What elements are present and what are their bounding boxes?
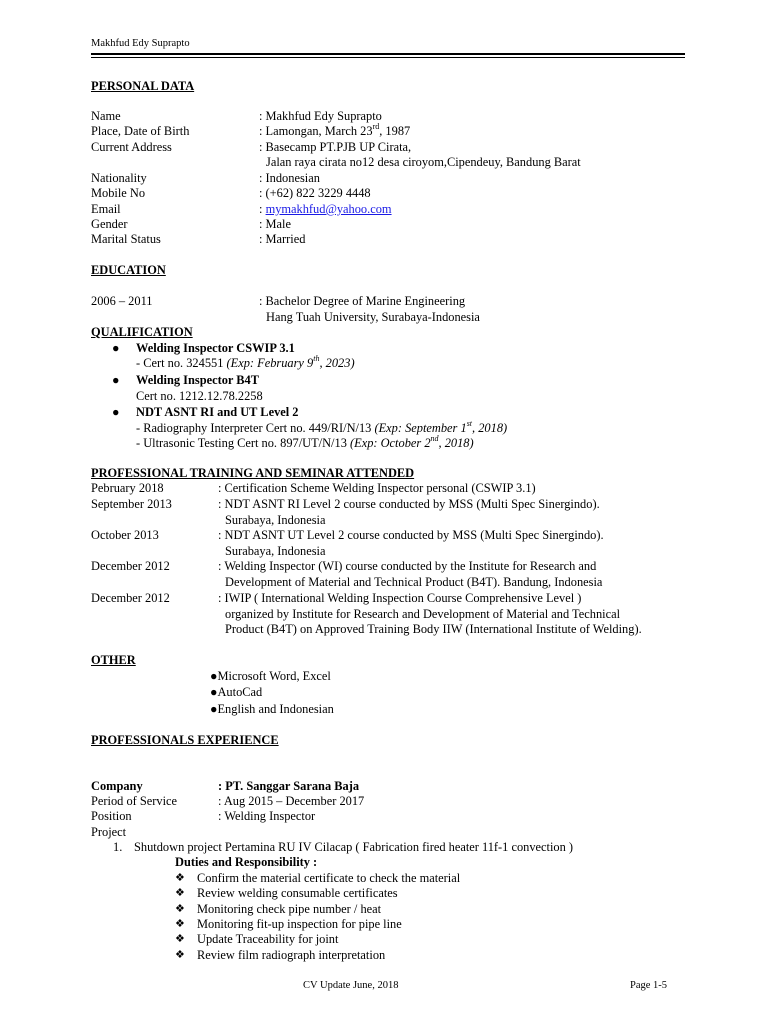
training-text: : Certification Scheme Welding Inspector personal (CSWIP 3.1) — [218, 481, 536, 495]
address-line-1: : Basecamp PT.PJB UP Cirata, — [259, 140, 412, 154]
qualification-b4t-title: Welding Inspector B4T — [136, 373, 260, 387]
training-text-cont: Surabaya, Indonesia — [225, 544, 326, 558]
project-number: 1. — [113, 840, 123, 854]
training-text: : IWIP ( International Welding Inspection Course Comprehensive Level ) — [218, 591, 582, 605]
nationality-label: Nationality — [91, 171, 147, 185]
duty-item: Review welding consumable certificates — [197, 886, 398, 900]
name-label: Name — [91, 109, 121, 123]
mobile-label: Mobile No — [91, 186, 146, 200]
company-value: : PT. Sanggar Sarana Baja — [218, 779, 360, 793]
training-date: December 2012 — [91, 591, 170, 605]
experience-heading: PROFESSIONALS EXPERIENCE — [91, 733, 279, 747]
bullet-icon: ● — [112, 373, 120, 387]
diamond-bullet-icon: ❖ — [175, 872, 185, 884]
mobile-value: : (+62) 822 3229 4448 — [259, 186, 371, 200]
qualification-ndt-ut: - Ultrasonic Testing Cert no. 897/UT/N/13 (Exp: October 2nd, 2018) — [136, 433, 474, 450]
training-text-cont: organized by Institute for Research and Development of Material and Technical — [225, 607, 621, 621]
training-text: : Welding Inspector (WI) course conducted by the Institute for Research and — [218, 559, 597, 573]
qualification-heading: QUALIFICATION — [91, 325, 193, 339]
diamond-bullet-icon: ❖ — [175, 887, 185, 899]
position-label: Position — [91, 809, 132, 823]
diamond-bullet-icon: ❖ — [175, 949, 185, 961]
marital-label: Marital Status — [91, 232, 161, 246]
training-date: Pebruary 2018 — [91, 481, 164, 495]
name-value: : Makhfud Edy Suprapto — [259, 109, 382, 123]
education-school: Hang Tuah University, Surabaya-Indonesia — [266, 310, 480, 324]
education-degree: : Bachelor Degree of Marine Engineering — [259, 294, 466, 308]
training-text: : NDT ASNT RI Level 2 course conducted by MSS (Multi Spec Sinergindo). — [218, 497, 600, 511]
other-item: ●Microsoft Word, Excel — [210, 669, 331, 683]
email-value: : mymakhfud@yahoo.com — [259, 202, 392, 216]
gender-value: : Male — [259, 217, 291, 231]
training-text: : NDT ASNT UT Level 2 course conducted by MSS (Multi Spec Sinergindo). — [218, 528, 604, 542]
qualification-b4t-cert: Cert no. 1212.12.78.2258 — [136, 389, 263, 403]
duties-heading: Duties and Responsibility : — [175, 855, 318, 869]
personal-data-heading: PERSONAL DATA — [91, 79, 195, 93]
footer-update: CV Update June, 2018 — [303, 980, 399, 991]
marital-value: : Married — [259, 232, 306, 246]
training-text-cont: Product (B4T) on Approved Training Body IIW (International Institute of Welding). — [225, 622, 642, 636]
duty-item: Update Traceability for joint — [197, 932, 339, 946]
address-label: Current Address — [91, 140, 172, 154]
training-text-cont: Development of Material and Technical Product (B4T). Bandung, Indonesia — [225, 575, 603, 589]
other-heading: OTHER — [91, 653, 136, 667]
duty-item: Monitoring check pipe number / heat — [197, 902, 382, 916]
duty-item: Review film radiograph interpretation — [197, 948, 386, 962]
project-label: Project — [91, 825, 127, 839]
birth-label: Place, Date of Birth — [91, 124, 190, 138]
qualification-ndt-ri: - Radiography Interpreter Cert no. 449/RI/N/13 (Exp: September 1st, 2018) — [136, 418, 508, 435]
period-value: : Aug 2015 – December 2017 — [218, 794, 365, 808]
bullet-icon: ● — [112, 341, 120, 355]
bullet-icon: ● — [112, 405, 120, 419]
footer-page-number: Page 1-5 — [630, 980, 668, 991]
header-rule — [91, 53, 685, 55]
nationality-value: : Indonesian — [259, 171, 320, 185]
training-heading: PROFESSIONAL TRAINING AND SEMINAR ATTENDED — [91, 466, 415, 480]
email-label: Email — [91, 202, 121, 216]
training-text-cont: Surabaya, Indonesia — [225, 513, 326, 527]
qualification-ndt-title: NDT ASNT RI and UT Level 2 — [136, 405, 299, 419]
period-label: Period of Service — [91, 794, 178, 808]
education-heading: EDUCATION — [91, 263, 166, 277]
address-line-2: Jalan raya cirata no12 desa ciroyom,Cipendeuy, Bandung Barat — [266, 155, 581, 169]
training-date: October 2013 — [91, 528, 159, 542]
education-period: 2006 – 2011 — [91, 294, 153, 308]
running-header: Makhfud Edy Suprapto — [91, 38, 190, 49]
email-link[interactable]: mymakhfud@yahoo.com — [265, 202, 392, 216]
birth-value: : Lamongan, March 23rd, 1987 — [259, 121, 411, 138]
diamond-bullet-icon: ❖ — [175, 933, 185, 945]
other-item: ●AutoCad — [210, 685, 263, 699]
qualification-cswip-title: Welding Inspector CSWIP 3.1 — [136, 341, 295, 355]
duty-item: Confirm the material certificate to check the material — [197, 871, 461, 885]
gender-label: Gender — [91, 217, 128, 231]
training-date: December 2012 — [91, 559, 170, 573]
diamond-bullet-icon: ❖ — [175, 903, 185, 915]
project-description: Shutdown project Pertamina RU IV Cilacap ( Fabrication fired heater 11f-1 convection ) — [134, 840, 574, 854]
other-item: ●English and Indonesian — [210, 702, 334, 716]
duty-item: Monitoring fit-up inspection for pipe line — [197, 917, 402, 931]
company-label: Company — [91, 779, 143, 793]
qualification-cswip-cert: - Cert no. 324551 (Exp: February 9th, 2023) — [136, 353, 355, 370]
header-rule-thin — [91, 57, 685, 58]
diamond-bullet-icon: ❖ — [175, 918, 185, 930]
position-value: : Welding Inspector — [218, 809, 316, 823]
training-date: September 2013 — [91, 497, 172, 511]
